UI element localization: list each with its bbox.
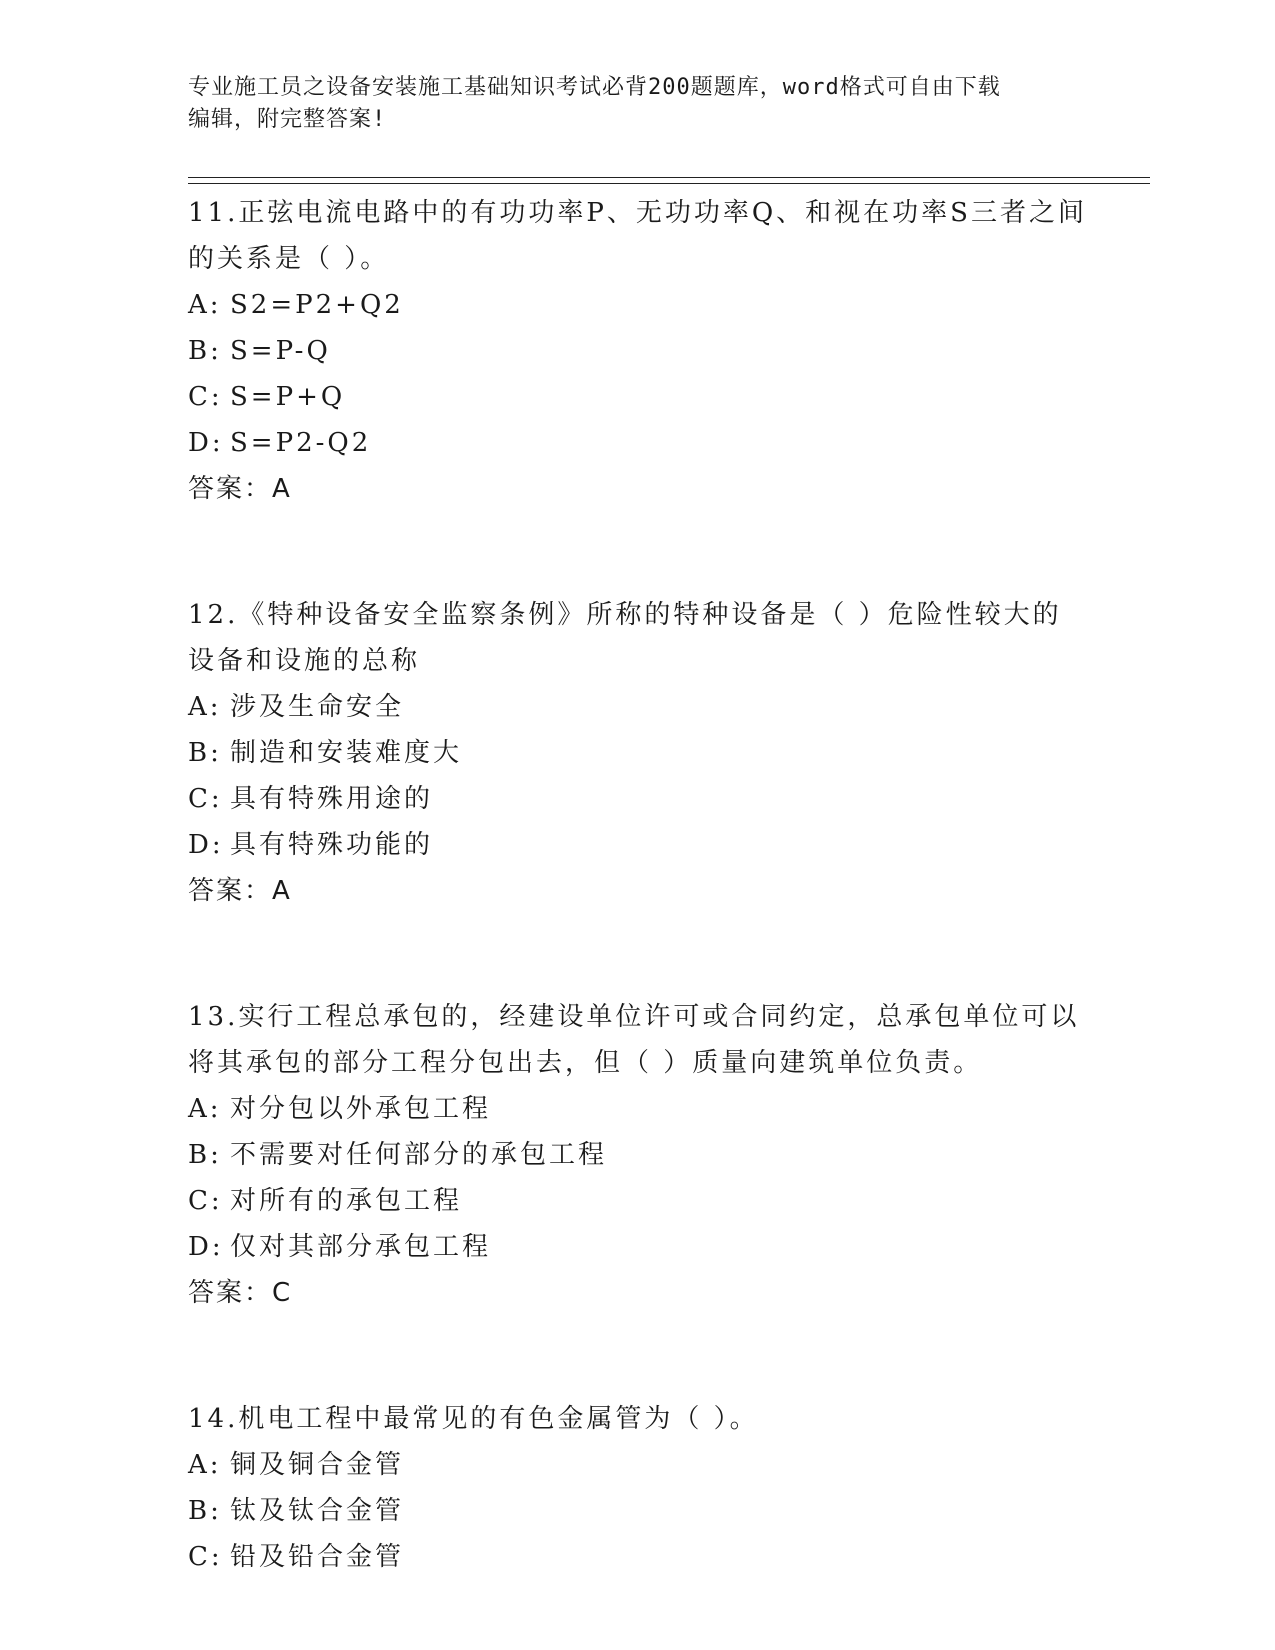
option-text: 涉及生命安全 [230, 692, 405, 722]
question-14 [188, 1396, 1088, 1580]
option-d [188, 1224, 1088, 1270]
option-letter: A: [188, 290, 222, 320]
option-letter: A: [188, 1094, 222, 1124]
question-stem: 11.正弦电流电路中的有功功率P、无功功率Q、和视在功率S三者之间的关系是（ ）。 [188, 198, 1087, 274]
option-c [188, 1178, 1088, 1224]
option-b [188, 730, 1088, 776]
option-text: 具有特殊功能的 [230, 830, 434, 860]
option-letter: C: [188, 1542, 223, 1572]
question-spacer [188, 512, 1088, 592]
option-d [188, 822, 1088, 868]
option-b [188, 1488, 1088, 1534]
option-text: 具有特殊用途的 [230, 784, 434, 814]
option-letter: A: [188, 1450, 222, 1480]
option-a [188, 1442, 1088, 1488]
option-d [188, 420, 1088, 466]
option-c [188, 1534, 1088, 1580]
option-letter: D: [188, 1232, 224, 1262]
answer-line: 答案：A [188, 474, 292, 504]
question-12 [188, 592, 1088, 914]
option-text: S=P+Q [230, 382, 346, 412]
answer-line: 答案：C [188, 1278, 293, 1308]
option-text: 铜及铜合金管 [230, 1450, 405, 1480]
option-text: 制造和安装难度大 [230, 738, 463, 768]
option-text: 仅对其部分承包工程 [230, 1232, 492, 1262]
option-text: 钛及钛合金管 [230, 1496, 405, 1526]
option-c [188, 776, 1088, 822]
option-c [188, 374, 1088, 420]
header-title-line1: 专业施工员之设备安装施工基础知识考试必背200题题库，word格式可自由下载 [188, 75, 1001, 100]
option-a [188, 684, 1088, 730]
option-b [188, 328, 1088, 374]
option-letter: A: [188, 692, 222, 722]
header-divider-top [188, 177, 1150, 178]
option-text: 铅及铅合金管 [230, 1542, 405, 1572]
question-stem: 13.实行工程总承包的，经建设单位许可或合同约定，总承包单位可以将其承包的部分工程分包出去，但（ ）质量向建筑单位负责。 [188, 1002, 1080, 1078]
option-letter: B: [188, 738, 222, 768]
option-letter: B: [188, 1140, 222, 1170]
question-stem: 12.《特种设备安全监察条例》所称的特种设备是（ ）危险性较大的设备和设施的总称 [188, 600, 1062, 676]
option-text: 对分包以外承包工程 [230, 1094, 492, 1124]
option-text: 不需要对任何部分的承包工程 [230, 1140, 608, 1170]
option-letter: B: [188, 1496, 222, 1526]
option-letter: C: [188, 382, 223, 412]
option-text: S2=P2+Q2 [230, 290, 404, 320]
header-divider-bottom [188, 183, 1150, 184]
option-letter: B: [188, 336, 222, 366]
option-text: S=P-Q [230, 336, 331, 366]
option-text: S=P2-Q2 [230, 428, 372, 458]
header-title-line2: 编辑，附完整答案! [188, 107, 387, 132]
question-list [188, 190, 1088, 1580]
answer-line: 答案：A [188, 876, 292, 906]
question-stem: 14.机电工程中最常见的有色金属管为（ ）。 [188, 1404, 759, 1434]
question-13 [188, 994, 1088, 1316]
option-letter: D: [188, 830, 224, 860]
document-header [188, 72, 1088, 136]
option-a [188, 282, 1088, 328]
option-letter: C: [188, 1186, 223, 1216]
question-spacer [188, 1316, 1088, 1396]
option-letter: C: [188, 784, 223, 814]
option-a [188, 1086, 1088, 1132]
option-b [188, 1132, 1088, 1178]
question-11 [188, 190, 1088, 512]
option-text: 对所有的承包工程 [230, 1186, 463, 1216]
option-letter: D: [188, 428, 224, 458]
question-spacer [188, 914, 1088, 994]
